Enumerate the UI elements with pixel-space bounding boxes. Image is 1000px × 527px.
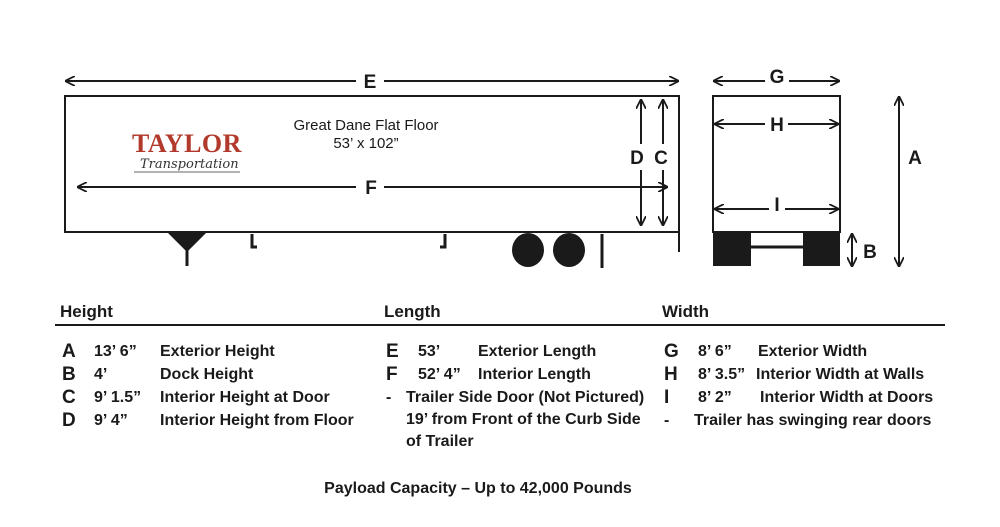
- payload-capacity: Payload Capacity – Up to 42,000 Pounds: [324, 480, 632, 497]
- spec-letter: C: [62, 387, 76, 408]
- note-bullet: -: [664, 412, 670, 429]
- spec-letter: H: [664, 364, 678, 385]
- rear-wheel-back: [553, 233, 585, 267]
- spec-letter: I: [664, 387, 670, 408]
- dimension-a-label: A: [908, 148, 922, 169]
- spec-value: 52’ 4”: [418, 366, 461, 383]
- logo-script-text: Transportation: [140, 157, 239, 172]
- side-door-note-line1: Trailer Side Door (Not Pictured): [406, 389, 645, 406]
- header-divider: [55, 324, 945, 326]
- spec-letter: A: [62, 341, 76, 362]
- width-heading: Width: [662, 302, 710, 321]
- spec-desc: Dock Height: [160, 366, 254, 383]
- spec-desc: Exterior Height: [160, 343, 275, 360]
- dimension-h-label: H: [770, 115, 784, 136]
- spec-value: 53’: [418, 343, 441, 360]
- trailer-caption-line1: Great Dane Flat Floor: [293, 117, 439, 134]
- dimension-c-label: C: [654, 148, 668, 169]
- spec-desc: Interior Width at Walls: [756, 366, 925, 383]
- spec-desc: Interior Width at Doors: [760, 389, 934, 406]
- dimension-i-label: I: [774, 195, 780, 216]
- spec-letter: G: [664, 341, 679, 362]
- kingpin: [167, 232, 207, 252]
- spec-letter: F: [386, 364, 398, 385]
- spec-desc: Interior Length: [478, 366, 591, 383]
- spec-letter: B: [62, 364, 76, 385]
- trailer-caption-line2: 53’ x 102”: [333, 135, 399, 152]
- landing-gear-bracket-right: [440, 234, 445, 247]
- side-door-note-line2: 19’ from Front of the Curb Side: [406, 411, 641, 428]
- height-heading: Height: [60, 302, 113, 321]
- dimension-g-label: G: [769, 67, 785, 88]
- dimension-f-label: F: [365, 178, 377, 199]
- rear-wheels-right: [803, 232, 840, 266]
- dimension-e-label: E: [363, 72, 377, 93]
- spec-value: 9’ 1.5”: [94, 389, 142, 406]
- logo-main-text: TAYLOR: [132, 129, 242, 158]
- rear-doors-note: Trailer has swinging rear doors: [694, 412, 932, 429]
- landing-gear-bracket-left: [252, 234, 257, 247]
- dimension-d-label: D: [630, 148, 644, 169]
- spec-desc: Exterior Length: [478, 343, 597, 360]
- spec-value: 8’ 6”: [698, 343, 732, 360]
- taylor-logo: [132, 129, 242, 172]
- spec-value: 8’ 3.5”: [698, 366, 746, 383]
- side-door-note-cont: [406, 409, 641, 453]
- spec-value: 8’ 2”: [698, 389, 732, 406]
- spec-letter: E: [386, 341, 399, 362]
- rear-wheel-front: [512, 233, 544, 267]
- spec-value: 4’: [94, 366, 108, 383]
- spec-letter: D: [62, 410, 76, 431]
- spec-desc: Interior Height at Door: [160, 389, 330, 406]
- rear-wheels-left: [713, 232, 751, 266]
- dimension-b-label: B: [863, 242, 877, 263]
- spec-desc: Exterior Width: [758, 343, 868, 360]
- spec-desc: Interior Height from Floor: [160, 412, 354, 429]
- spec-value: 13’ 6”: [94, 343, 137, 360]
- side-door-note-line3: of Trailer: [406, 433, 474, 450]
- note-bullet: -: [386, 389, 392, 406]
- spec-value: 9’ 4”: [94, 412, 128, 429]
- length-heading: Length: [384, 302, 441, 321]
